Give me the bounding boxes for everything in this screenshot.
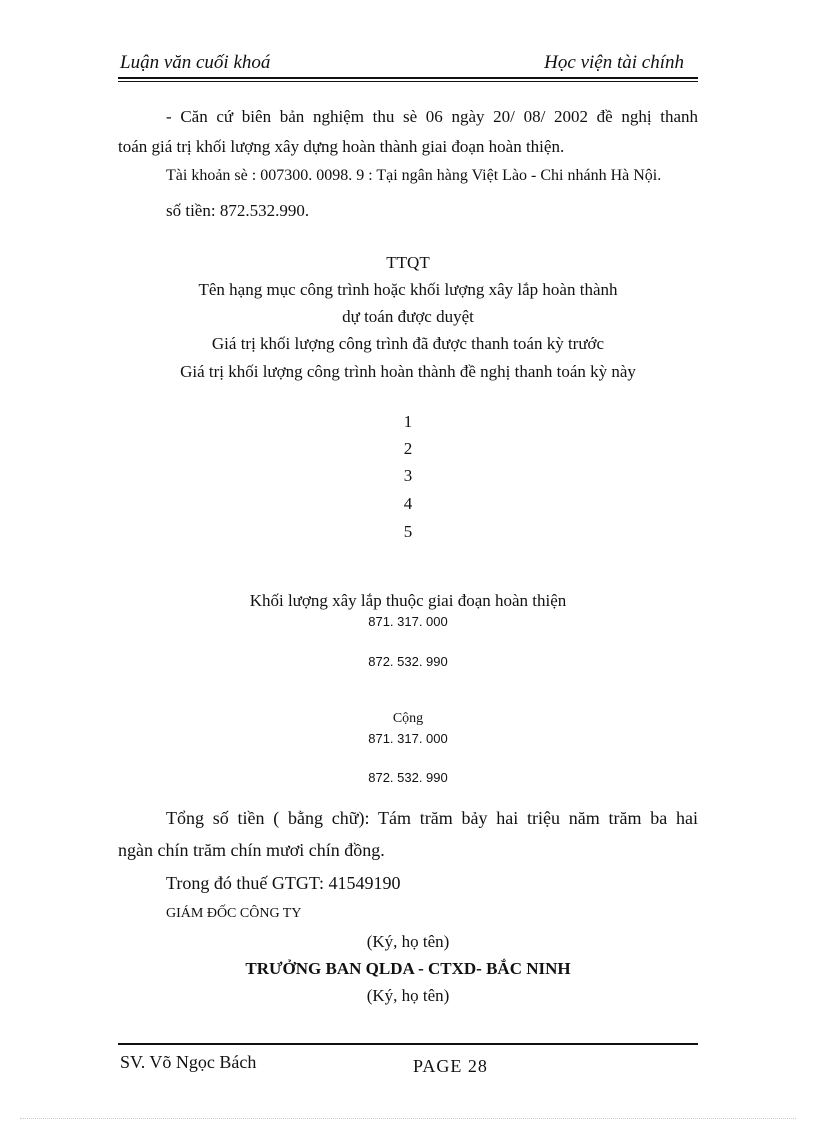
footer-page-number: PAGE 28 bbox=[413, 1056, 488, 1076]
header-title-right: Học viện tài chính bbox=[544, 52, 684, 73]
total-value-current: 872. 532. 990 bbox=[368, 770, 448, 785]
column-number: 1 bbox=[403, 412, 413, 431]
ttqt-title: TTQT bbox=[386, 253, 430, 272]
ttqt-line-4: Giá trị khối lượng công trình hoàn thành đề nghị thanh toán kỳ này bbox=[180, 362, 636, 381]
total-value-previous: 871. 317. 000 bbox=[368, 731, 448, 746]
column-number: 4 bbox=[403, 494, 413, 513]
account-info: Tài khoản sè : 007300. 0098. 9 : Tại ngân hàng Việt Lào - Chi nhánh Hà Nội. bbox=[166, 167, 662, 184]
section-value-current: 872. 532. 990 bbox=[368, 654, 448, 669]
ttqt-line-1: Tên hạng mục công trình hoặc khối lượng xây lắp hoàn thành bbox=[198, 280, 618, 299]
column-number: 5 bbox=[403, 522, 413, 541]
column-number: 3 bbox=[403, 466, 413, 485]
page-edge bbox=[20, 1118, 796, 1119]
section-title: Khối lượng xây lắp thuộc giai đoạn hoàn thiện bbox=[249, 591, 567, 610]
director-title: GIÁM ĐỐC CÔNG TY bbox=[166, 906, 302, 921]
footer-student-name: SV. Võ Ngọc Bách bbox=[120, 1052, 257, 1072]
board-title: TRƯỞNG BAN QLDA - CTXD- BẮC NINH bbox=[245, 959, 571, 978]
header-divider bbox=[118, 77, 698, 82]
header-title-left: Luận văn cuối khoá bbox=[120, 52, 271, 73]
ttqt-line-3: Giá trị khối lượng công trình đã được thanh toán kỳ trước bbox=[211, 334, 605, 353]
ttqt-line-2: dự toán được duyệt bbox=[342, 307, 474, 326]
total-in-words-line1: Tổng số tiền ( bằng chữ): Tám trăm bảy hai triệu năm trăm ba hai bbox=[166, 808, 698, 828]
board-sign-note: (Ký, họ tên) bbox=[366, 986, 450, 1005]
director-sign-note: (Ký, họ tên) bbox=[366, 932, 450, 951]
section-value-previous: 871. 317. 000 bbox=[368, 614, 448, 629]
total-in-words-line2: ngàn chín trăm chín mươi chín đồng. bbox=[118, 840, 385, 860]
paragraph-basis-line1: - Căn cứ biên bản nghiệm thu sè 06 ngày 20/ 08/ 2002 đề nghị thanh bbox=[166, 107, 698, 126]
column-number: 2 bbox=[403, 439, 413, 458]
total-label: Cộng bbox=[392, 711, 424, 726]
vat-line: Trong đó thuế GTGT: 41549190 bbox=[166, 873, 401, 893]
paragraph-basis-line2: toán giá trị khối lượng xây dựng hoàn thành giai đoạn hoàn thiện. bbox=[118, 137, 565, 156]
footer-divider bbox=[118, 1043, 698, 1045]
amount-line: số tiền: 872.532.990. bbox=[166, 201, 310, 220]
